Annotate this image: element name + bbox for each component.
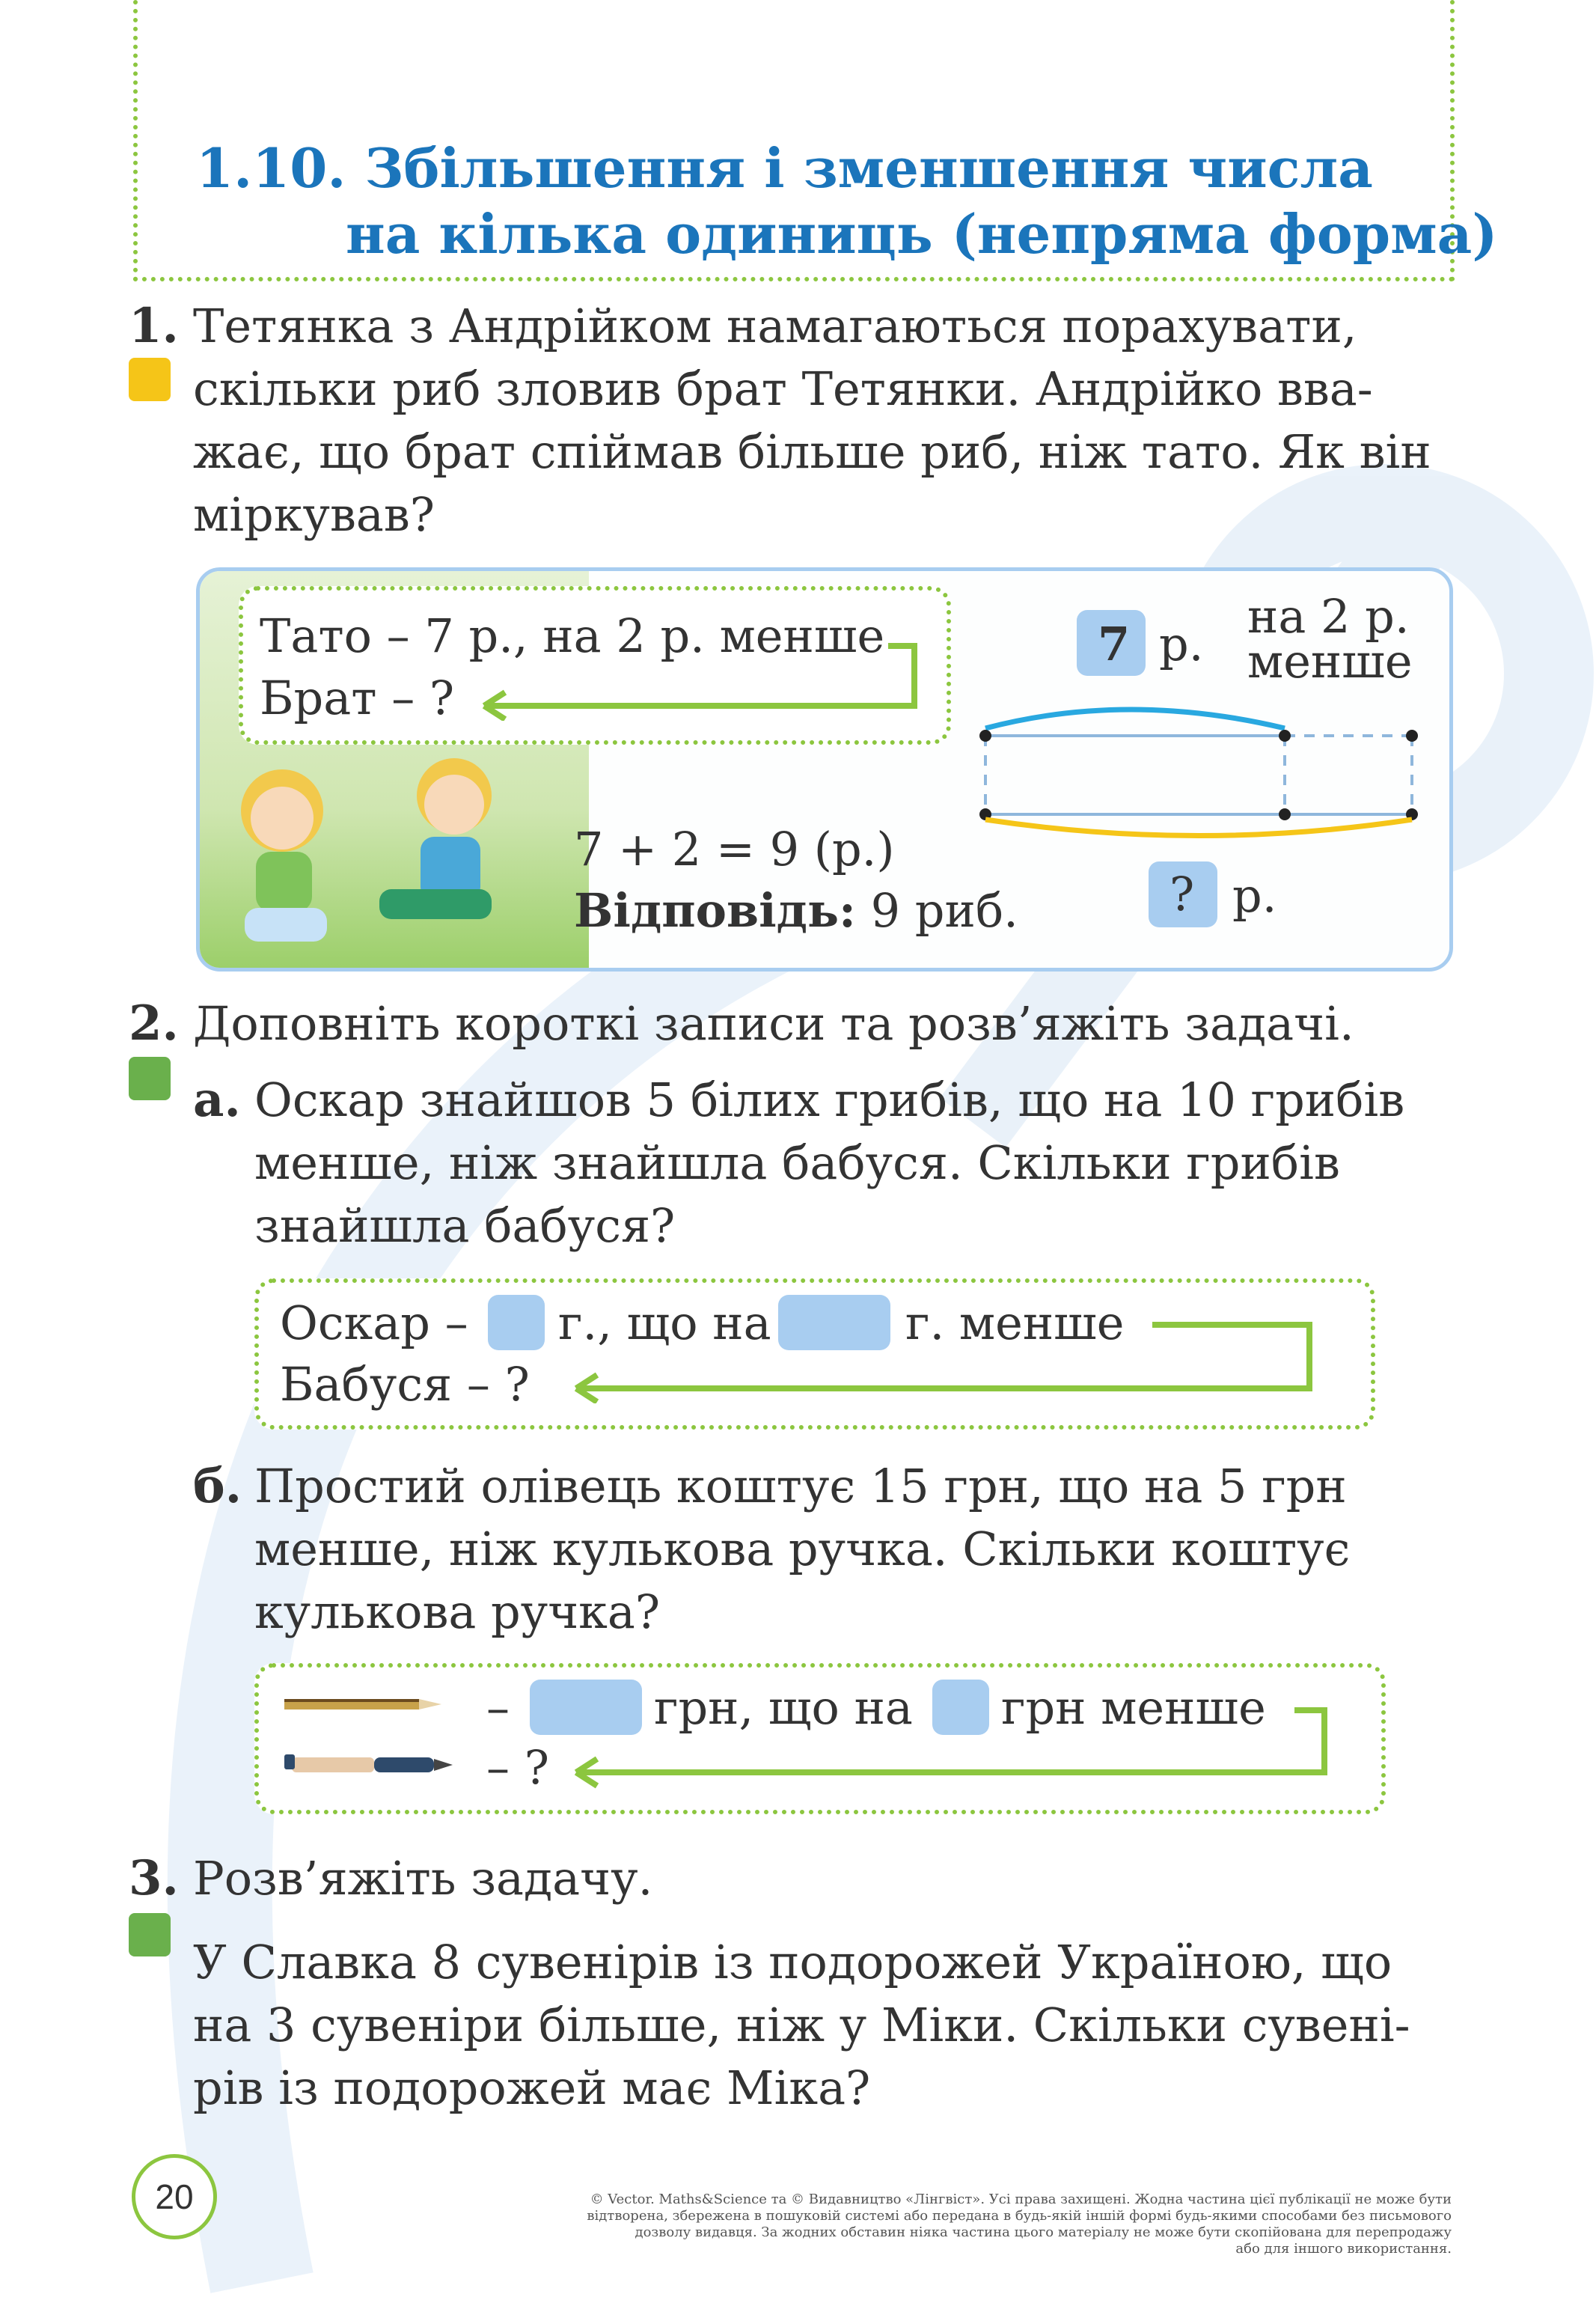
task3-line: на 3 сувеніри більше, ніж у Міки. Скільки сувені- [193, 1998, 1410, 2052]
task2a-note-name: Оскар – [280, 1296, 468, 1350]
task2a-line: знайшла бабуся? [254, 1198, 676, 1253]
copyright-notice [254, 2192, 1452, 2257]
segment-diagram [970, 691, 1434, 841]
diagram-question: ? [1170, 867, 1195, 921]
task2a-note-end: г. менше [905, 1296, 1125, 1350]
task1-number: 1. [129, 298, 179, 354]
task2-text: Доповніть короткі записи та розв’яжіть задачі. [193, 996, 1354, 1051]
task2a-line: менше, ніж знайшла бабуся. Скільки грибів [254, 1135, 1340, 1190]
diagram-diff-1: на 2 р. [1247, 589, 1410, 644]
task1-answer [574, 879, 1018, 942]
task1-text [193, 295, 1450, 546]
copyright-line: або для іншого використання. [1235, 2241, 1452, 2257]
task2b-text [254, 1455, 1452, 1644]
page-number-badge [132, 2154, 217, 2239]
task1-line: скільки риб зловив брат Тетянки. Андрійко вва- [193, 362, 1373, 416]
task2b-note-dash: – [486, 1680, 510, 1735]
copyright-line: відтворена, збережена в пошуковій системі або передана в будь-якій іншій формі будь-якими способами без письмового [587, 2208, 1452, 2224]
task1-panel [196, 567, 1453, 972]
task2a-note-line2: Бабуся – ? [280, 1357, 530, 1412]
task3-problem [193, 1931, 1450, 2120]
task2b-note-mid: грн, що на [654, 1680, 913, 1735]
copyright-line: © Vector. Maths&Science та © Видавництво «Лінгвіст». Усі права захищені. Жодна частина цієї публікації не може бути [590, 2192, 1452, 2207]
task3-text: Розв’яжіть задачу. [193, 1851, 653, 1906]
task2a-label: а. [193, 1072, 241, 1128]
task1-line: міркував? [193, 487, 435, 542]
task1-line: жає, що брат спіймав більше риб, ніж тато. Як він [193, 424, 1431, 479]
task2-number: 2. [129, 995, 179, 1052]
page-number: 20 [155, 2177, 194, 2216]
pen-icon [284, 1750, 456, 1780]
task2b-label: б. [193, 1458, 242, 1514]
copyright-line: дозволу видавця. За жодних обставин ніяка частина цього матеріалу не може бути скопійована для перепродажу [635, 2224, 1452, 2240]
task3-line: У Славка 8 сувенірів із подорожей Україною, що [193, 1935, 1392, 1989]
task2a-note-arrow [561, 1306, 1324, 1403]
task2b-line: кулькова ручка? [254, 1584, 661, 1639]
task2b-note-end: грн менше [1001, 1680, 1266, 1735]
task2b-note-arrow [561, 1692, 1339, 1789]
puzzle-icon [129, 358, 171, 401]
diagram-unit: р. [1159, 617, 1204, 671]
answer-box[interactable] [488, 1295, 545, 1350]
task2b-line: Простий олівець коштує 15 грн, що на 5 грн [254, 1459, 1347, 1513]
diagram-q-unit: р. [1232, 868, 1277, 923]
task1-note-line1: Тато – 7 р., на 2 р. менше [260, 609, 885, 663]
section-title-line2: на кілька одиниць (непряма форма) [346, 202, 1498, 266]
boy-illustration [334, 743, 544, 960]
pencil-icon [284, 1693, 449, 1715]
task3-line: рів із подорожей має Міка? [193, 2061, 871, 2115]
task2a-text [254, 1069, 1452, 1257]
puzzle-icon [129, 1913, 171, 1956]
task3-number: 3. [129, 1850, 179, 1906]
task2b-note-line2: – ? [486, 1740, 549, 1795]
section-title-line1: 1.10. Збільшення і зменшення числа [196, 136, 1373, 200]
diagram-value: 7 [1098, 617, 1131, 671]
task2b-line: менше, ніж кулькова ручка. Скільки коштує [254, 1522, 1351, 1576]
task2a-line: Оскар знайшов 5 білих грибів, що на 10 грибів [254, 1073, 1405, 1127]
puzzle-icon [129, 1057, 171, 1100]
task1-equation: 7 + 2 = 9 (р.) [574, 822, 895, 876]
task1-line: Тетянка з Андрійком намагаються порахувати, [193, 299, 1357, 353]
answer-label: Відповідь: [574, 883, 856, 938]
task2a-note-mid: г., що на [558, 1296, 771, 1350]
answer-value: 9 риб. [870, 883, 1018, 938]
diagram-diff-2: менше [1247, 634, 1413, 689]
task1-note-arrow [469, 631, 933, 721]
task1-note-line2: Брат – ? [260, 671, 455, 725]
